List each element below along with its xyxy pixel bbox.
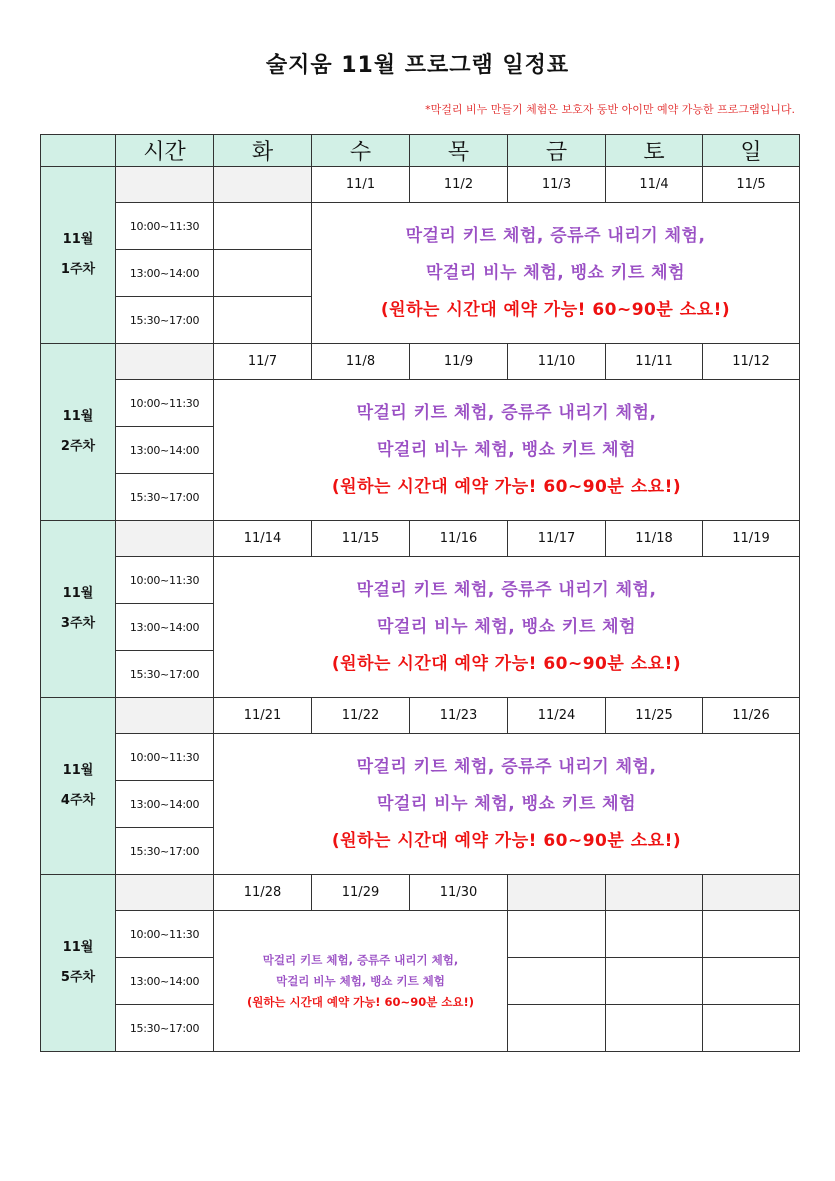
time-slot-row (41, 734, 800, 781)
week-2-date-row (41, 344, 800, 380)
date-cell: 11/4 (606, 167, 703, 203)
program-line-1: 막걸리 키트 체험, 증류주 내리기 체험, (405, 225, 706, 246)
time-slot-label: 10:00~11:30 (116, 380, 214, 427)
week-month: 11월 (62, 409, 94, 424)
time-slot-label: 10:00~11:30 (116, 557, 214, 604)
date-cell: 11/23 (410, 698, 508, 734)
date-cell: 11/30 (410, 875, 508, 911)
date-cell: 11/12 (703, 344, 800, 380)
time-slot-label: 13:00~14:00 (116, 604, 214, 651)
empty-slot-cell (703, 958, 800, 1005)
date-cell: 11/29 (312, 875, 410, 911)
program-line-1: 막걸리 키트 체험, 증류주 내리기 체험, (262, 952, 459, 967)
date-cell: 11/25 (606, 698, 703, 734)
date-cell: 11/14 (214, 521, 312, 557)
empty-slot-cell (214, 297, 312, 344)
week-month: 11월 (62, 763, 94, 778)
date-cell (606, 875, 703, 911)
date-cell: 11/16 (410, 521, 508, 557)
time-slot-row (41, 557, 800, 604)
program-block (214, 380, 800, 521)
empty-slot-cell (214, 250, 312, 297)
week-month: 11월 (62, 940, 94, 955)
header-day-sat: 토 (606, 135, 703, 167)
program-line-1: 막걸리 키트 체험, 증류주 내리기 체험, (356, 756, 657, 777)
empty-slot-cell (508, 958, 606, 1005)
empty-slot-cell (606, 911, 703, 958)
time-slot-label: 15:30~17:00 (116, 297, 214, 344)
empty-slot-cell (508, 911, 606, 958)
date-cell: 11/26 (703, 698, 800, 734)
date-cell: 11/1 (312, 167, 410, 203)
header-day-tue: 화 (214, 135, 312, 167)
week-label (41, 344, 116, 521)
week-number: 2주차 (60, 439, 96, 454)
date-row-time-blank (116, 875, 214, 911)
time-slot-label: 13:00~14:00 (116, 958, 214, 1005)
header-corner (41, 135, 116, 167)
program-line-2: 막걸리 비누 체험, 뱅쇼 키트 체험 (425, 262, 686, 283)
date-cell (508, 875, 606, 911)
week-1-date-row (41, 167, 800, 203)
empty-slot-cell (606, 958, 703, 1005)
week-5-date-row (41, 875, 800, 911)
time-slot-label: 13:00~14:00 (116, 427, 214, 474)
header-day-thu: 목 (410, 135, 508, 167)
empty-slot-cell (703, 911, 800, 958)
time-slot-label: 15:30~17:00 (116, 1005, 214, 1052)
program-line-1: 막걸리 키트 체험, 증류주 내리기 체험, (356, 402, 657, 423)
date-cell: 11/3 (508, 167, 606, 203)
date-row-time-blank (116, 698, 214, 734)
week-label (41, 521, 116, 698)
date-cell: 11/5 (703, 167, 800, 203)
date-cell: 11/7 (214, 344, 312, 380)
time-slot-label: 15:30~17:00 (116, 651, 214, 698)
date-cell (214, 167, 312, 203)
empty-slot-cell (508, 1005, 606, 1052)
week-label (41, 875, 116, 1052)
week-4-date-row (41, 698, 800, 734)
program-block (214, 557, 800, 698)
week-month: 11월 (62, 586, 94, 601)
program-line-1: 막걸리 키트 체험, 증류주 내리기 체험, (356, 579, 657, 600)
empty-slot-cell (214, 203, 312, 250)
date-row-time-blank (116, 344, 214, 380)
date-cell (703, 875, 800, 911)
date-cell: 11/10 (508, 344, 606, 380)
schedule-table (40, 134, 800, 1052)
time-slot-label: 15:30~17:00 (116, 828, 214, 875)
date-cell: 11/11 (606, 344, 703, 380)
week-number: 1주차 (60, 262, 96, 277)
week-label (41, 167, 116, 344)
date-row-time-blank (116, 521, 214, 557)
week-label (41, 698, 116, 875)
page-title: 술지움 11월 프로그램 일정표 (265, 53, 570, 78)
program-line-3: (원하는 시간대 예약 가능! 60~90분 소요!) (380, 299, 731, 320)
program-line-2: 막걸리 비누 체험, 뱅쇼 키트 체험 (376, 616, 637, 637)
header-day-sun: 일 (703, 135, 800, 167)
time-slot-label: 10:00~11:30 (116, 911, 214, 958)
date-cell: 11/19 (703, 521, 800, 557)
program-line-3: (원하는 시간대 예약 가능! 60~90분 소요!) (246, 994, 475, 1009)
time-slot-row (41, 380, 800, 427)
header-day-fri: 금 (508, 135, 606, 167)
time-slot-label: 13:00~14:00 (116, 781, 214, 828)
program-line-3: (원하는 시간대 예약 가능! 60~90분 소요!) (331, 476, 682, 497)
date-cell: 11/21 (214, 698, 312, 734)
date-cell: 11/28 (214, 875, 312, 911)
program-block (214, 911, 508, 1052)
program-line-2: 막걸리 비누 체험, 뱅쇼 키트 체험 (276, 973, 445, 988)
date-cell: 11/17 (508, 521, 606, 557)
header-time: 시간 (116, 135, 214, 167)
time-slot-row (41, 203, 800, 250)
time-slot-label: 15:30~17:00 (116, 474, 214, 521)
notice-text: *막걸리 비누 만들기 체험은 보호자 동반 아이만 예약 가능한 프로그램입니다. (425, 103, 795, 116)
date-cell: 11/22 (312, 698, 410, 734)
program-line-2: 막걸리 비누 체험, 뱅쇼 키트 체험 (376, 439, 637, 460)
program-line-2: 막걸리 비누 체험, 뱅쇼 키트 체험 (376, 793, 637, 814)
date-cell: 11/18 (606, 521, 703, 557)
header-day-wed: 수 (312, 135, 410, 167)
date-cell: 11/24 (508, 698, 606, 734)
header-row (41, 135, 800, 167)
program-block (214, 734, 800, 875)
program-block (312, 203, 800, 344)
time-slot-label: 10:00~11:30 (116, 734, 214, 781)
week-number: 3주차 (60, 616, 96, 631)
week-3-date-row (41, 521, 800, 557)
week-number: 5주차 (60, 970, 96, 985)
week-month: 11월 (62, 232, 94, 247)
time-slot-label: 10:00~11:30 (116, 203, 214, 250)
date-cell: 11/9 (410, 344, 508, 380)
date-cell: 11/2 (410, 167, 508, 203)
date-cell: 11/8 (312, 344, 410, 380)
program-line-3: (원하는 시간대 예약 가능! 60~90분 소요!) (331, 653, 682, 674)
date-cell: 11/15 (312, 521, 410, 557)
date-row-time-blank (116, 167, 214, 203)
time-slot-label: 13:00~14:00 (116, 250, 214, 297)
empty-slot-cell (703, 1005, 800, 1052)
week-number: 4주차 (60, 793, 96, 808)
empty-slot-cell (606, 1005, 703, 1052)
time-slot-row (41, 911, 800, 958)
program-line-3: (원하는 시간대 예약 가능! 60~90분 소요!) (331, 830, 682, 851)
